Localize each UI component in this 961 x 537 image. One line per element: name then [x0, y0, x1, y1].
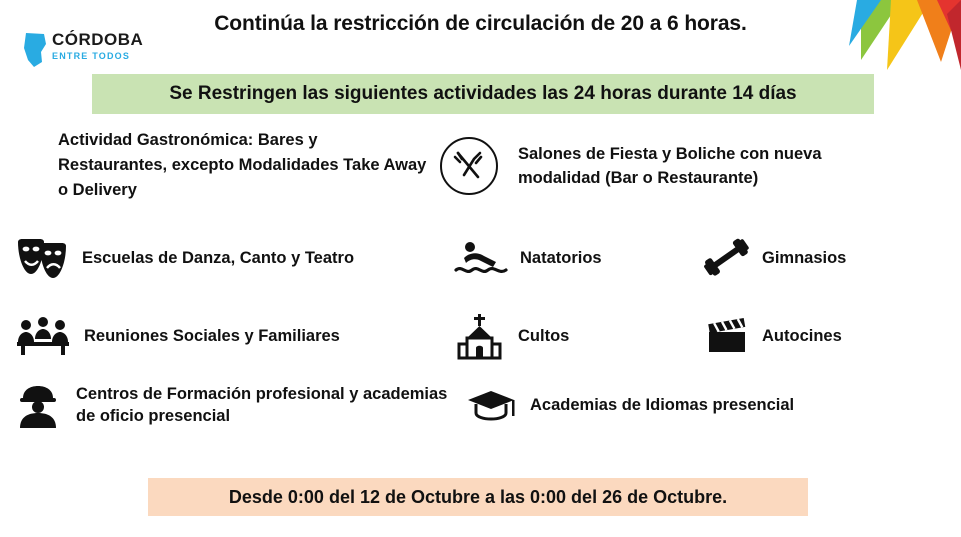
activity-item-salones	[518, 142, 888, 190]
activity-label: Cultos	[518, 327, 570, 345]
activity-label: Salones de Fiesta y Boliche con nueva modalidad (Bar o Restaurante)	[518, 144, 822, 187]
activity-item-gimnasios	[704, 237, 944, 279]
activity-label: Academias de Idiomas presencial	[530, 396, 795, 414]
cutlery-icon	[438, 135, 500, 197]
activity-label: Centros de Formación profesional y academias de oficio presencial	[76, 385, 448, 425]
theatre-masks-icon	[14, 236, 70, 280]
activity-label: Actividad Gastronómica: Bares y Restaurantes, excepto Modalidades Take Away o Delivery	[58, 131, 427, 199]
activity-row-1	[58, 128, 918, 203]
church-icon	[454, 312, 506, 360]
graduation-cap-icon	[464, 385, 518, 425]
activity-item-natatorios	[454, 238, 704, 278]
activity-item-idiomas	[464, 385, 884, 425]
province-silhouette-icon	[22, 32, 48, 68]
date-range-banner: Desde 0:00 del 12 de Octubre a las 0:00 del 26 de Octubre.	[148, 478, 808, 516]
logo-subtitle: ENTRE TODOS	[52, 51, 131, 61]
activity-label: Escuelas de Danza, Canto y Teatro	[82, 249, 355, 267]
dumbbell-icon	[704, 237, 750, 279]
page-title: Continúa la restricción de circulación de 20 a 6 horas.	[214, 12, 747, 35]
activity-row-2	[14, 236, 944, 280]
activity-item-danza	[14, 236, 454, 280]
activity-label: Autocines	[762, 327, 842, 345]
activity-item-formacion	[14, 382, 464, 428]
activity-item-cultos	[454, 312, 704, 360]
activity-item-gastronomia	[58, 128, 428, 203]
restriction-banner: Se Restringen las siguientes actividades las 24 horas durante 14 días	[92, 74, 874, 114]
clapperboard-icon	[704, 315, 750, 357]
social-gathering-icon	[14, 315, 72, 357]
activity-label: Gimnasios	[762, 249, 847, 267]
activity-row-3	[14, 312, 944, 360]
activity-item-autocines	[704, 315, 944, 357]
worker-icon	[14, 382, 64, 428]
activity-label: Reuniones Sociales y Familiares	[84, 327, 340, 345]
swimmer-icon	[454, 238, 508, 278]
activity-item-reuniones	[14, 315, 454, 357]
activity-row-4	[14, 382, 944, 428]
activity-label: Natatorios	[520, 249, 602, 267]
logo	[22, 30, 172, 76]
logo-title: CÓRDOBA	[52, 30, 144, 49]
